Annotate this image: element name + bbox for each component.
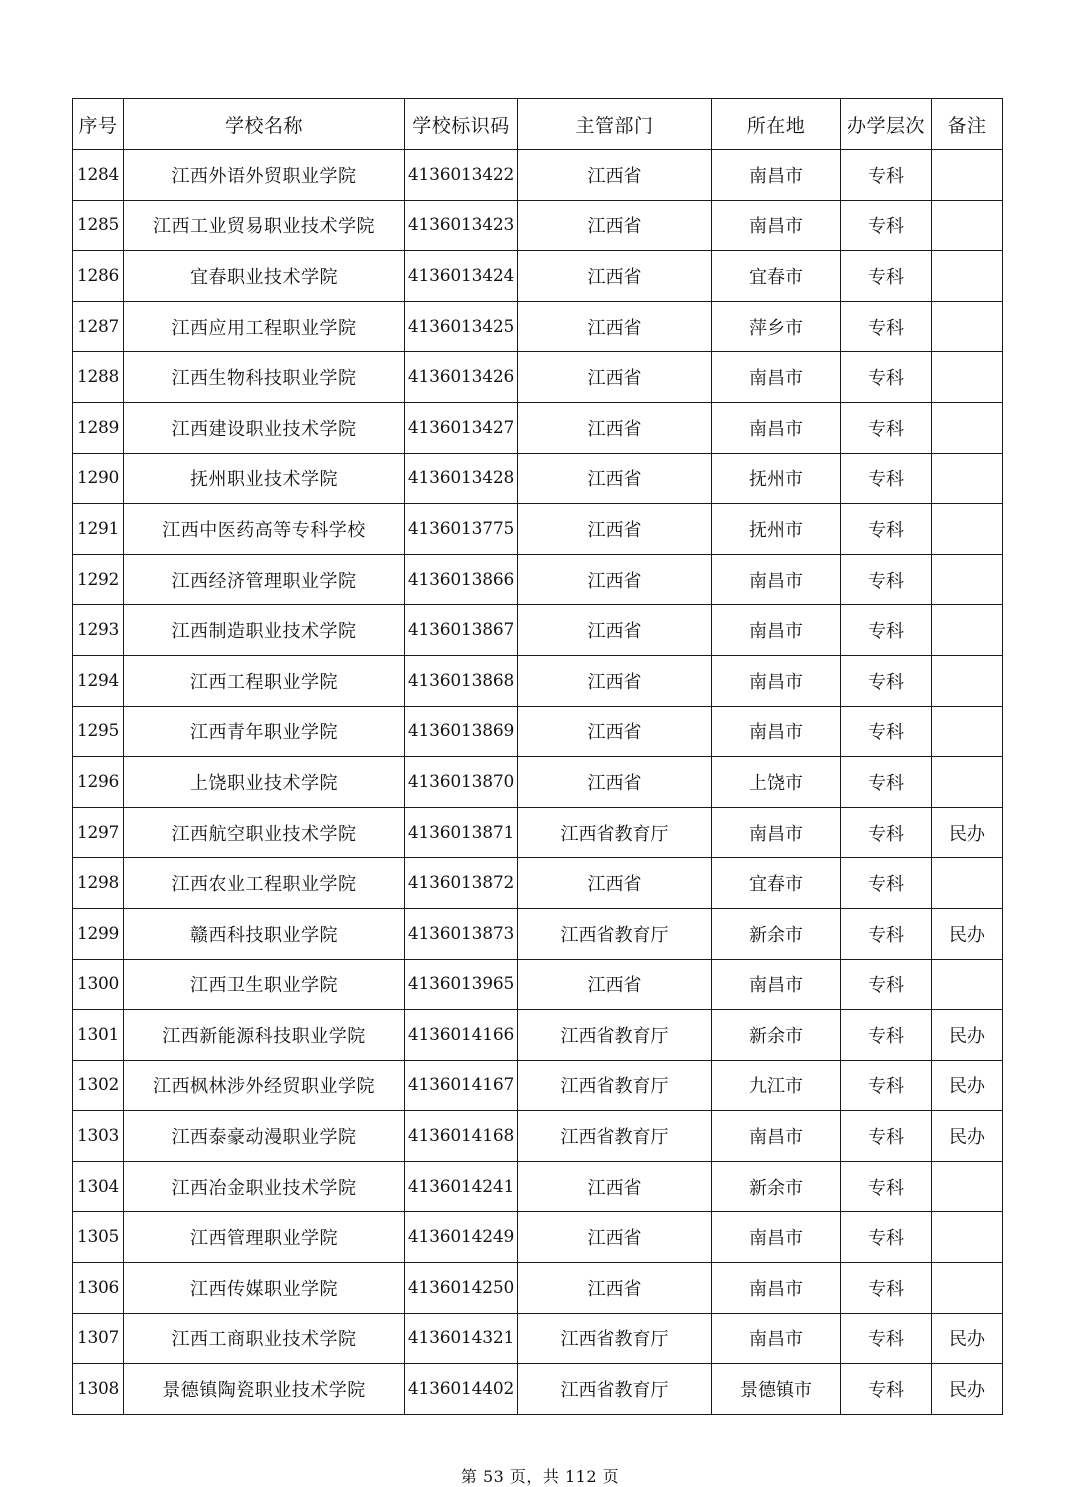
cell-level: 专科 <box>841 200 932 251</box>
cell-school-name: 江西传媒职业学院 <box>124 1263 405 1314</box>
cell-level: 专科 <box>841 1364 932 1415</box>
cell-remarks: 民办 <box>932 1010 1003 1061</box>
cell-location: 上饶市 <box>712 757 841 808</box>
table-row <box>73 200 1003 251</box>
table-row <box>73 402 1003 453</box>
table-row <box>73 251 1003 302</box>
cell-school-name: 宜春职业技术学院 <box>124 251 405 302</box>
cell-school-code: 4136013866 <box>405 554 518 605</box>
cell-location: 宜春市 <box>712 858 841 909</box>
table-row <box>73 1111 1003 1162</box>
cell-school-code: 4136013965 <box>405 959 518 1010</box>
cell-school-name: 江西外语外贸职业学院 <box>124 150 405 201</box>
cell-school-name: 江西制造职业技术学院 <box>124 605 405 656</box>
cell-level: 专科 <box>841 352 932 403</box>
cell-level: 专科 <box>841 301 932 352</box>
cell-location: 宜春市 <box>712 251 841 302</box>
cell-authority: 江西省 <box>518 706 712 757</box>
cell-remarks <box>932 554 1003 605</box>
cell-level: 专科 <box>841 1010 932 1061</box>
cell-location: 南昌市 <box>712 807 841 858</box>
cell-authority: 江西省 <box>518 504 712 555</box>
table-row <box>73 150 1003 201</box>
cell-school-name: 江西管理职业学院 <box>124 1212 405 1263</box>
cell-location: 抚州市 <box>712 504 841 555</box>
cell-serial: 1306 <box>73 1263 124 1314</box>
table-row <box>73 908 1003 959</box>
cell-authority: 江西省 <box>518 453 712 504</box>
cell-authority: 江西省 <box>518 858 712 909</box>
cell-level: 专科 <box>841 150 932 201</box>
header-cell-serial: 序号 <box>73 99 124 150</box>
cell-school-code: 4136013424 <box>405 251 518 302</box>
cell-school-name: 江西枫林涉外经贸职业学院 <box>124 1060 405 1111</box>
cell-school-name: 江西青年职业学院 <box>124 706 405 757</box>
cell-school-name: 江西工商职业技术学院 <box>124 1313 405 1364</box>
table-row <box>73 352 1003 403</box>
cell-school-code: 4136013426 <box>405 352 518 403</box>
table-row <box>73 1212 1003 1263</box>
cell-level: 专科 <box>841 655 932 706</box>
cell-location: 九江市 <box>712 1060 841 1111</box>
cell-location: 南昌市 <box>712 402 841 453</box>
cell-serial: 1289 <box>73 402 124 453</box>
table-row <box>73 301 1003 352</box>
cell-school-code: 4136013425 <box>405 301 518 352</box>
cell-authority: 江西省 <box>518 352 712 403</box>
cell-school-code: 4136013868 <box>405 655 518 706</box>
cell-level: 专科 <box>841 453 932 504</box>
cell-level: 专科 <box>841 1111 932 1162</box>
table-row <box>73 655 1003 706</box>
cell-serial: 1297 <box>73 807 124 858</box>
cell-location: 景德镇市 <box>712 1364 841 1415</box>
cell-serial: 1304 <box>73 1161 124 1212</box>
cell-serial: 1305 <box>73 1212 124 1263</box>
cell-school-name: 江西冶金职业技术学院 <box>124 1161 405 1212</box>
cell-remarks: 民办 <box>932 807 1003 858</box>
cell-authority: 江西省教育厅 <box>518 1010 712 1061</box>
cell-location: 南昌市 <box>712 1212 841 1263</box>
cell-remarks <box>932 504 1003 555</box>
cell-authority: 江西省教育厅 <box>518 1060 712 1111</box>
cell-level: 专科 <box>841 1060 932 1111</box>
cell-school-name: 江西应用工程职业学院 <box>124 301 405 352</box>
table-row <box>73 554 1003 605</box>
cell-school-code: 4136014402 <box>405 1364 518 1415</box>
cell-school-name: 上饶职业技术学院 <box>124 757 405 808</box>
table-row <box>73 959 1003 1010</box>
table-row <box>73 504 1003 555</box>
cell-remarks <box>932 352 1003 403</box>
cell-school-code: 4136013871 <box>405 807 518 858</box>
cell-school-code: 4136013428 <box>405 453 518 504</box>
cell-serial: 1295 <box>73 706 124 757</box>
cell-remarks <box>932 251 1003 302</box>
cell-level: 专科 <box>841 605 932 656</box>
cell-school-code: 4136014250 <box>405 1263 518 1314</box>
cell-school-name: 江西生物科技职业学院 <box>124 352 405 403</box>
cell-remarks <box>932 757 1003 808</box>
cell-remarks: 民办 <box>932 1111 1003 1162</box>
cell-location: 南昌市 <box>712 150 841 201</box>
cell-location: 南昌市 <box>712 605 841 656</box>
cell-level: 专科 <box>841 402 932 453</box>
cell-school-code: 4136013870 <box>405 757 518 808</box>
cell-school-code: 4136013422 <box>405 150 518 201</box>
cell-school-code: 4136014168 <box>405 1111 518 1162</box>
header-cell-remarks: 备注 <box>932 99 1003 150</box>
table-row <box>73 1263 1003 1314</box>
cell-level: 专科 <box>841 554 932 605</box>
header-cell-level: 办学层次 <box>841 99 932 150</box>
cell-serial: 1300 <box>73 959 124 1010</box>
cell-location: 新余市 <box>712 1161 841 1212</box>
page-number: 第 53 页，共 112 页 <box>460 1467 620 1486</box>
cell-school-code: 4136014321 <box>405 1313 518 1364</box>
cell-serial: 1296 <box>73 757 124 808</box>
cell-serial: 1303 <box>73 1111 124 1162</box>
cell-school-name: 江西泰豪动漫职业学院 <box>124 1111 405 1162</box>
cell-school-name: 赣西科技职业学院 <box>124 908 405 959</box>
cell-serial: 1301 <box>73 1010 124 1061</box>
cell-authority: 江西省 <box>518 757 712 808</box>
cell-remarks <box>932 1263 1003 1314</box>
cell-authority: 江西省教育厅 <box>518 1111 712 1162</box>
cell-level: 专科 <box>841 959 932 1010</box>
cell-authority: 江西省教育厅 <box>518 807 712 858</box>
header-cell-school-code: 学校标识码 <box>405 99 518 150</box>
cell-authority: 江西省 <box>518 301 712 352</box>
cell-school-code: 4136014166 <box>405 1010 518 1061</box>
table-row <box>73 1364 1003 1415</box>
cell-location: 南昌市 <box>712 1263 841 1314</box>
cell-serial: 1298 <box>73 858 124 909</box>
cell-school-code: 4136013869 <box>405 706 518 757</box>
cell-level: 专科 <box>841 1161 932 1212</box>
cell-school-code: 4136013423 <box>405 200 518 251</box>
cell-authority: 江西省 <box>518 1212 712 1263</box>
table-row <box>73 1313 1003 1364</box>
cell-level: 专科 <box>841 807 932 858</box>
cell-authority: 江西省 <box>518 200 712 251</box>
table-row <box>73 1161 1003 1212</box>
cell-location: 南昌市 <box>712 1111 841 1162</box>
cell-level: 专科 <box>841 504 932 555</box>
cell-remarks <box>932 959 1003 1010</box>
cell-serial: 1293 <box>73 605 124 656</box>
cell-remarks <box>932 1161 1003 1212</box>
cell-remarks <box>932 706 1003 757</box>
cell-school-name: 江西中医药高等专科学校 <box>124 504 405 555</box>
cell-authority: 江西省 <box>518 251 712 302</box>
table-row <box>73 807 1003 858</box>
cell-remarks: 民办 <box>932 1313 1003 1364</box>
cell-remarks <box>932 301 1003 352</box>
cell-location: 抚州市 <box>712 453 841 504</box>
cell-level: 专科 <box>841 908 932 959</box>
cell-authority: 江西省 <box>518 959 712 1010</box>
cell-location: 南昌市 <box>712 706 841 757</box>
cell-serial: 1284 <box>73 150 124 201</box>
cell-authority: 江西省教育厅 <box>518 908 712 959</box>
cell-authority: 江西省 <box>518 1161 712 1212</box>
cell-school-name: 江西航空职业技术学院 <box>124 807 405 858</box>
cell-authority: 江西省 <box>518 402 712 453</box>
cell-school-name: 江西卫生职业学院 <box>124 959 405 1010</box>
cell-school-code: 4136013427 <box>405 402 518 453</box>
cell-serial: 1307 <box>73 1313 124 1364</box>
cell-school-name: 抚州职业技术学院 <box>124 453 405 504</box>
cell-level: 专科 <box>841 251 932 302</box>
cell-location: 萍乡市 <box>712 301 841 352</box>
cell-location: 新余市 <box>712 1010 841 1061</box>
cell-location: 南昌市 <box>712 200 841 251</box>
cell-authority: 江西省教育厅 <box>518 1364 712 1415</box>
table-row <box>73 605 1003 656</box>
table-row <box>73 858 1003 909</box>
table-row <box>73 1010 1003 1061</box>
cell-school-name: 江西新能源科技职业学院 <box>124 1010 405 1061</box>
cell-level: 专科 <box>841 1212 932 1263</box>
table-row <box>73 453 1003 504</box>
cell-level: 专科 <box>841 858 932 909</box>
table-row <box>73 757 1003 808</box>
cell-school-name: 景德镇陶瓷职业技术学院 <box>124 1364 405 1415</box>
cell-location: 南昌市 <box>712 1313 841 1364</box>
cell-remarks <box>932 655 1003 706</box>
cell-remarks <box>932 200 1003 251</box>
table-header-row <box>73 99 1003 150</box>
cell-serial: 1288 <box>73 352 124 403</box>
cell-serial: 1290 <box>73 453 124 504</box>
cell-school-code: 4136013873 <box>405 908 518 959</box>
cell-remarks <box>932 605 1003 656</box>
cell-serial: 1286 <box>73 251 124 302</box>
cell-location: 南昌市 <box>712 655 841 706</box>
cell-remarks: 民办 <box>932 1060 1003 1111</box>
cell-school-code: 4136013775 <box>405 504 518 555</box>
cell-school-code: 4136014249 <box>405 1212 518 1263</box>
cell-serial: 1302 <box>73 1060 124 1111</box>
cell-level: 专科 <box>841 1313 932 1364</box>
cell-authority: 江西省 <box>518 150 712 201</box>
cell-authority: 江西省 <box>518 1263 712 1314</box>
cell-serial: 1299 <box>73 908 124 959</box>
cell-level: 专科 <box>841 706 932 757</box>
cell-authority: 江西省 <box>518 655 712 706</box>
cell-authority: 江西省 <box>518 554 712 605</box>
table-body <box>73 150 1003 1415</box>
cell-level: 专科 <box>841 757 932 808</box>
cell-school-name: 江西经济管理职业学院 <box>124 554 405 605</box>
cell-serial: 1292 <box>73 554 124 605</box>
cell-remarks <box>932 1212 1003 1263</box>
cell-remarks: 民办 <box>932 1364 1003 1415</box>
cell-school-name: 江西建设职业技术学院 <box>124 402 405 453</box>
cell-serial: 1291 <box>73 504 124 555</box>
cell-school-code: 4136014167 <box>405 1060 518 1111</box>
cell-location: 新余市 <box>712 908 841 959</box>
header-cell-authority: 主管部门 <box>518 99 712 150</box>
cell-authority: 江西省教育厅 <box>518 1313 712 1364</box>
cell-location: 南昌市 <box>712 959 841 1010</box>
cell-school-code: 4136013867 <box>405 605 518 656</box>
cell-remarks <box>932 402 1003 453</box>
cell-serial: 1287 <box>73 301 124 352</box>
cell-location: 南昌市 <box>712 554 841 605</box>
cell-school-code: 4136013872 <box>405 858 518 909</box>
cell-school-name: 江西工程职业学院 <box>124 655 405 706</box>
cell-authority: 江西省 <box>518 605 712 656</box>
cell-level: 专科 <box>841 1263 932 1314</box>
cell-serial: 1308 <box>73 1364 124 1415</box>
cell-school-code: 4136014241 <box>405 1161 518 1212</box>
cell-remarks: 民办 <box>932 908 1003 959</box>
cell-serial: 1285 <box>73 200 124 251</box>
cell-location: 南昌市 <box>712 352 841 403</box>
table-row <box>73 706 1003 757</box>
school-list-table <box>72 98 1003 1415</box>
cell-school-name: 江西工业贸易职业技术学院 <box>124 200 405 251</box>
header-cell-school-name: 学校名称 <box>124 99 405 150</box>
table-row <box>73 1060 1003 1111</box>
cell-remarks <box>932 150 1003 201</box>
cell-remarks <box>932 453 1003 504</box>
cell-serial: 1294 <box>73 655 124 706</box>
cell-remarks <box>932 858 1003 909</box>
header-cell-location: 所在地 <box>712 99 841 150</box>
cell-school-name: 江西农业工程职业学院 <box>124 858 405 909</box>
